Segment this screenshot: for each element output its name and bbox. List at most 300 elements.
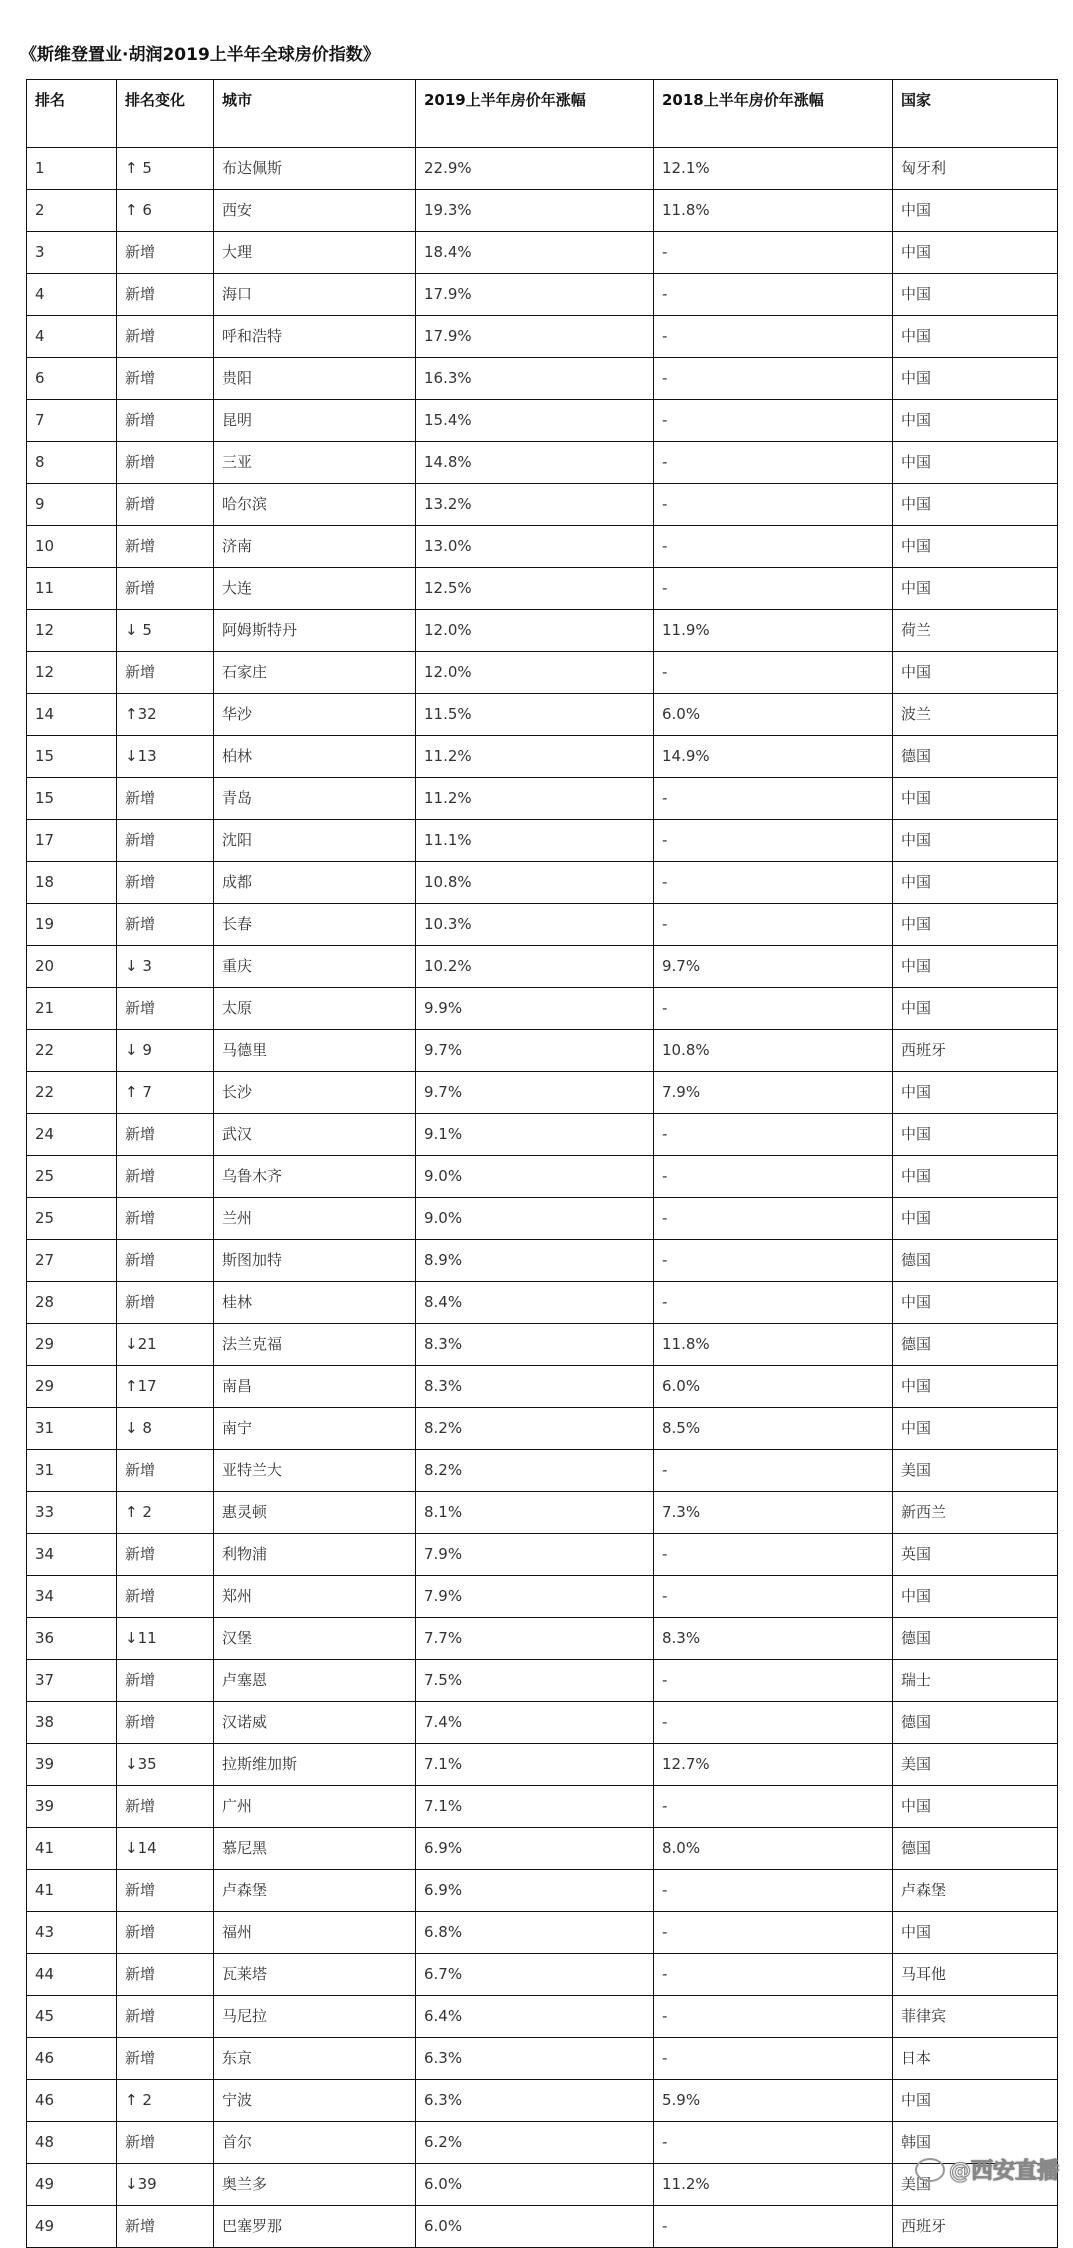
- table-row: [27, 1072, 1058, 1114]
- cell-city: 大连: [214, 568, 416, 610]
- cell-rank: 34: [27, 1534, 117, 1576]
- cell-rank: 46: [27, 2038, 117, 2080]
- cell-rank: 37: [27, 1660, 117, 1702]
- cell-growth-2019: 9.1%: [416, 1114, 654, 1156]
- header-2019-growth: 2019上半年房价年涨幅: [416, 80, 654, 148]
- cell-rank-change: 新增: [117, 1282, 214, 1324]
- table-row: [27, 694, 1058, 736]
- cell-city: 巴塞罗那: [214, 2206, 416, 2248]
- cell-city: 马尼拉: [214, 1996, 416, 2038]
- cell-city: 成都: [214, 862, 416, 904]
- cell-growth-2019: 13.0%: [416, 526, 654, 568]
- cell-growth-2019: 6.9%: [416, 1870, 654, 1912]
- cell-growth-2019: 19.3%: [416, 190, 654, 232]
- cell-country: 中国: [893, 1786, 1058, 1828]
- cell-growth-2018: -: [654, 1786, 893, 1828]
- cell-growth-2018: 7.9%: [654, 1072, 893, 1114]
- cell-city: 亚特兰大: [214, 1450, 416, 1492]
- cell-city: 乌鲁木齐: [214, 1156, 416, 1198]
- cell-country: 菲律宾: [893, 1996, 1058, 2038]
- cell-growth-2019: 11.5%: [416, 694, 654, 736]
- cell-rank: 25: [27, 1156, 117, 1198]
- cell-city: 马德里: [214, 1030, 416, 1072]
- cell-country: 德国: [893, 736, 1058, 778]
- table-header-row: [27, 80, 1058, 148]
- cell-rank-change: 新增: [117, 820, 214, 862]
- cell-growth-2018: -: [654, 1240, 893, 1282]
- cell-growth-2019: 11.2%: [416, 778, 654, 820]
- cell-city: 利物浦: [214, 1534, 416, 1576]
- cell-growth-2019: 8.1%: [416, 1492, 654, 1534]
- table-row: [27, 1618, 1058, 1660]
- cell-city: 阿姆斯特丹: [214, 610, 416, 652]
- cell-country: 英国: [893, 1534, 1058, 1576]
- cell-growth-2018: -: [654, 2206, 893, 2248]
- cell-country: 德国: [893, 1240, 1058, 1282]
- cell-growth-2018: 8.5%: [654, 1408, 893, 1450]
- table-row: [27, 1282, 1058, 1324]
- cell-growth-2018: 8.0%: [654, 1828, 893, 1870]
- cell-city: 拉斯维加斯: [214, 1744, 416, 1786]
- cell-city: 重庆: [214, 946, 416, 988]
- cell-growth-2018: -: [654, 232, 893, 274]
- cell-growth-2019: 7.1%: [416, 1744, 654, 1786]
- cell-country: 中国: [893, 2080, 1058, 2122]
- cell-growth-2018: 11.9%: [654, 610, 893, 652]
- cell-country: 中国: [893, 904, 1058, 946]
- cell-growth-2018: 12.7%: [654, 1744, 893, 1786]
- cell-rank: 49: [27, 2164, 117, 2206]
- cell-city: 三亚: [214, 442, 416, 484]
- cell-growth-2019: 7.9%: [416, 1534, 654, 1576]
- cell-country: 中国: [893, 484, 1058, 526]
- cell-rank-change: 新增: [117, 778, 214, 820]
- cell-growth-2019: 8.2%: [416, 1450, 654, 1492]
- cell-growth-2019: 7.1%: [416, 1786, 654, 1828]
- cell-rank: 28: [27, 1282, 117, 1324]
- cell-city: 西安: [214, 190, 416, 232]
- cell-growth-2019: 11.2%: [416, 736, 654, 778]
- table-row: [27, 1744, 1058, 1786]
- cell-growth-2019: 9.0%: [416, 1156, 654, 1198]
- cell-city: 福州: [214, 1912, 416, 1954]
- cell-rank-change: 新增: [117, 988, 214, 1030]
- cell-growth-2019: 9.7%: [416, 1072, 654, 1114]
- cell-rank-change: ↓11: [117, 1618, 214, 1660]
- cell-country: 中国: [893, 778, 1058, 820]
- cell-city: 济南: [214, 526, 416, 568]
- cell-growth-2019: 7.7%: [416, 1618, 654, 1660]
- cell-country: 中国: [893, 1408, 1058, 1450]
- cell-growth-2019: 7.5%: [416, 1660, 654, 1702]
- cell-growth-2018: -: [654, 1912, 893, 1954]
- table-row: [27, 1828, 1058, 1870]
- table-row: [27, 2206, 1058, 2248]
- cell-growth-2019: 11.1%: [416, 820, 654, 862]
- table-row: [27, 652, 1058, 694]
- cell-country: 中国: [893, 526, 1058, 568]
- table-row: [27, 2080, 1058, 2122]
- cell-rank: 7: [27, 400, 117, 442]
- cell-rank: 1: [27, 148, 117, 190]
- cell-growth-2018: -: [654, 1534, 893, 1576]
- watermark-text: @西安直播: [948, 2159, 1059, 2184]
- cell-growth-2018: -: [654, 862, 893, 904]
- cell-growth-2018: -: [654, 1954, 893, 1996]
- cell-rank-change: 新增: [117, 1450, 214, 1492]
- header-city: 城市: [214, 80, 416, 148]
- header-rank-change: 排名变化: [117, 80, 214, 148]
- cell-rank-change: ↓ 8: [117, 1408, 214, 1450]
- cell-growth-2018: -: [654, 316, 893, 358]
- table-row: [27, 442, 1058, 484]
- cell-rank: 34: [27, 1576, 117, 1618]
- table-row: [27, 1996, 1058, 2038]
- cell-city: 昆明: [214, 400, 416, 442]
- watermark: [915, 2154, 1059, 2185]
- cell-rank: 6: [27, 358, 117, 400]
- cell-rank: 15: [27, 736, 117, 778]
- cell-city: 宁波: [214, 2080, 416, 2122]
- cell-growth-2018: -: [654, 484, 893, 526]
- cell-rank-change: 新增: [117, 1996, 214, 2038]
- cell-growth-2018: 6.0%: [654, 694, 893, 736]
- cell-city: 布达佩斯: [214, 148, 416, 190]
- table-row: [27, 988, 1058, 1030]
- cell-growth-2019: 12.0%: [416, 610, 654, 652]
- cell-growth-2018: -: [654, 778, 893, 820]
- cell-city: 海口: [214, 274, 416, 316]
- cell-country: 中国: [893, 1198, 1058, 1240]
- cell-rank-change: 新增: [117, 1954, 214, 1996]
- cell-rank-change: ↓35: [117, 1744, 214, 1786]
- cell-rank-change: ↑ 7: [117, 1072, 214, 1114]
- cell-rank: 3: [27, 232, 117, 274]
- cell-growth-2018: -: [654, 1114, 893, 1156]
- cell-rank: 14: [27, 694, 117, 736]
- cell-country: 中国: [893, 820, 1058, 862]
- cell-rank-change: 新增: [117, 1576, 214, 1618]
- cell-growth-2019: 6.3%: [416, 2038, 654, 2080]
- cell-rank-change: 新增: [117, 2122, 214, 2164]
- cell-rank-change: 新增: [117, 1534, 214, 1576]
- cell-rank: 22: [27, 1072, 117, 1114]
- cell-rank-change: 新增: [117, 526, 214, 568]
- cell-country: 德国: [893, 1324, 1058, 1366]
- cell-growth-2018: -: [654, 526, 893, 568]
- cell-rank: 10: [27, 526, 117, 568]
- table-row: [27, 1954, 1058, 1996]
- table-row: [27, 1240, 1058, 1282]
- cell-city: 哈尔滨: [214, 484, 416, 526]
- cell-city: 瓦莱塔: [214, 1954, 416, 1996]
- table-row: [27, 148, 1058, 190]
- cell-growth-2019: 9.9%: [416, 988, 654, 1030]
- header-country: 国家: [893, 80, 1058, 148]
- cell-growth-2019: 7.9%: [416, 1576, 654, 1618]
- cell-rank: 31: [27, 1408, 117, 1450]
- cell-growth-2019: 6.9%: [416, 1828, 654, 1870]
- table-row: [27, 358, 1058, 400]
- table-row: [27, 1534, 1058, 1576]
- cell-country: 德国: [893, 1828, 1058, 1870]
- cell-city: 东京: [214, 2038, 416, 2080]
- cell-rank-change: 新增: [117, 400, 214, 442]
- cell-rank-change: ↓14: [117, 1828, 214, 1870]
- cell-rank: 31: [27, 1450, 117, 1492]
- header-rank: 排名: [27, 80, 117, 148]
- cell-rank: 49: [27, 2206, 117, 2248]
- cell-growth-2018: 12.1%: [654, 148, 893, 190]
- cell-city: 慕尼黑: [214, 1828, 416, 1870]
- table-row: [27, 1492, 1058, 1534]
- cell-growth-2019: 6.7%: [416, 1954, 654, 1996]
- cell-rank: 12: [27, 610, 117, 652]
- table-row: [27, 1576, 1058, 1618]
- table-row: [27, 736, 1058, 778]
- cell-city: 柏林: [214, 736, 416, 778]
- table-row: [27, 1324, 1058, 1366]
- cell-rank: 4: [27, 274, 117, 316]
- cell-rank: 39: [27, 1786, 117, 1828]
- table-row: [27, 568, 1058, 610]
- table-row: [27, 316, 1058, 358]
- cell-rank-change: ↓ 9: [117, 1030, 214, 1072]
- cell-rank-change: 新增: [117, 232, 214, 274]
- cell-city: 汉诺威: [214, 1702, 416, 1744]
- cell-rank-change: 新增: [117, 1156, 214, 1198]
- cell-growth-2018: -: [654, 1576, 893, 1618]
- cell-rank: 17: [27, 820, 117, 862]
- cell-country: 德国: [893, 1618, 1058, 1660]
- cell-rank: 39: [27, 1744, 117, 1786]
- table-row: [27, 1450, 1058, 1492]
- cell-rank: 27: [27, 1240, 117, 1282]
- cell-growth-2018: 11.2%: [654, 2164, 893, 2206]
- table-row: [27, 274, 1058, 316]
- cell-growth-2018: -: [654, 1996, 893, 2038]
- table-row: [27, 232, 1058, 274]
- cell-country: 中国: [893, 568, 1058, 610]
- cell-growth-2018: 5.9%: [654, 2080, 893, 2122]
- cell-country: 中国: [893, 232, 1058, 274]
- cell-rank-change: ↓ 5: [117, 610, 214, 652]
- cell-country: 中国: [893, 1576, 1058, 1618]
- cell-rank-change: 新增: [117, 1660, 214, 1702]
- cell-rank-change: 新增: [117, 1912, 214, 1954]
- cell-city: 长春: [214, 904, 416, 946]
- table-row: [27, 400, 1058, 442]
- cell-rank-change: ↑ 2: [117, 2080, 214, 2122]
- cell-growth-2019: 10.2%: [416, 946, 654, 988]
- table-row: [27, 1870, 1058, 1912]
- cell-growth-2018: -: [654, 400, 893, 442]
- cell-growth-2019: 10.3%: [416, 904, 654, 946]
- cell-growth-2018: -: [654, 2122, 893, 2164]
- cell-rank: 19: [27, 904, 117, 946]
- cell-growth-2019: 17.9%: [416, 274, 654, 316]
- cell-growth-2019: 13.2%: [416, 484, 654, 526]
- cell-city: 南昌: [214, 1366, 416, 1408]
- table-row: [27, 904, 1058, 946]
- cell-growth-2019: 22.9%: [416, 148, 654, 190]
- cell-growth-2018: -: [654, 1870, 893, 1912]
- cell-rank-change: 新增: [117, 358, 214, 400]
- cell-country: 中国: [893, 1114, 1058, 1156]
- table-row: [27, 1408, 1058, 1450]
- cell-rank-change: 新增: [117, 904, 214, 946]
- cell-growth-2018: 11.8%: [654, 190, 893, 232]
- cell-city: 奥兰多: [214, 2164, 416, 2206]
- cell-rank: 29: [27, 1324, 117, 1366]
- cell-country: 中国: [893, 1072, 1058, 1114]
- cell-country: 美国: [893, 1450, 1058, 1492]
- cell-city: 大理: [214, 232, 416, 274]
- table-row: [27, 1114, 1058, 1156]
- cell-rank: 45: [27, 1996, 117, 2038]
- cell-growth-2019: 6.8%: [416, 1912, 654, 1954]
- cell-country: 韩国: [893, 2122, 1058, 2164]
- cell-growth-2018: -: [654, 358, 893, 400]
- cell-growth-2019: 8.9%: [416, 1240, 654, 1282]
- cell-country: 波兰: [893, 694, 1058, 736]
- cell-growth-2018: -: [654, 1282, 893, 1324]
- cell-rank-change: 新增: [117, 1240, 214, 1282]
- cell-rank: 36: [27, 1618, 117, 1660]
- cell-country: 中国: [893, 1912, 1058, 1954]
- cell-growth-2018: -: [654, 568, 893, 610]
- cell-growth-2019: 12.0%: [416, 652, 654, 694]
- cell-growth-2018: 6.0%: [654, 1366, 893, 1408]
- cell-growth-2018: -: [654, 652, 893, 694]
- cell-growth-2018: -: [654, 1450, 893, 1492]
- cell-growth-2019: 8.2%: [416, 1408, 654, 1450]
- cell-country: 中国: [893, 1366, 1058, 1408]
- table-row: [27, 1030, 1058, 1072]
- cell-city: 石家庄: [214, 652, 416, 694]
- cell-rank-change: ↑ 2: [117, 1492, 214, 1534]
- house-price-index-table: [26, 79, 1058, 2248]
- cell-rank-change: ↑32: [117, 694, 214, 736]
- cell-growth-2019: 6.0%: [416, 2164, 654, 2206]
- cell-growth-2018: -: [654, 904, 893, 946]
- cell-growth-2019: 9.0%: [416, 1198, 654, 1240]
- cell-country: 荷兰: [893, 610, 1058, 652]
- cell-growth-2018: 11.8%: [654, 1324, 893, 1366]
- cell-city: 呼和浩特: [214, 316, 416, 358]
- cell-rank: 38: [27, 1702, 117, 1744]
- cell-city: 斯图加特: [214, 1240, 416, 1282]
- cell-rank-change: 新增: [117, 1870, 214, 1912]
- table-row: [27, 820, 1058, 862]
- cell-country: 中国: [893, 400, 1058, 442]
- cell-country: 中国: [893, 946, 1058, 988]
- cell-growth-2018: 8.3%: [654, 1618, 893, 1660]
- cell-rank: 33: [27, 1492, 117, 1534]
- cell-rank: 43: [27, 1912, 117, 1954]
- cell-city: 广州: [214, 1786, 416, 1828]
- cell-rank: 41: [27, 1828, 117, 1870]
- cell-growth-2019: 17.9%: [416, 316, 654, 358]
- cell-growth-2018: -: [654, 1198, 893, 1240]
- cell-growth-2019: 6.0%: [416, 2206, 654, 2248]
- table-row: [27, 190, 1058, 232]
- cell-city: 汉堡: [214, 1618, 416, 1660]
- cell-rank: 20: [27, 946, 117, 988]
- cell-city: 武汉: [214, 1114, 416, 1156]
- table-row: [27, 484, 1058, 526]
- cell-growth-2018: -: [654, 1156, 893, 1198]
- cell-country: 中国: [893, 862, 1058, 904]
- cell-rank-change: 新增: [117, 316, 214, 358]
- cell-growth-2019: 7.4%: [416, 1702, 654, 1744]
- cell-country: 中国: [893, 316, 1058, 358]
- cell-rank: 29: [27, 1366, 117, 1408]
- cell-growth-2018: -: [654, 988, 893, 1030]
- cell-rank-change: 新增: [117, 652, 214, 694]
- cell-rank: 44: [27, 1954, 117, 1996]
- cell-city: 青岛: [214, 778, 416, 820]
- cell-rank: 9: [27, 484, 117, 526]
- cell-country: 西班牙: [893, 2206, 1058, 2248]
- cell-country: 卢森堡: [893, 1870, 1058, 1912]
- cell-rank-change: ↑ 6: [117, 190, 214, 232]
- cell-rank-change: 新增: [117, 1702, 214, 1744]
- cell-rank-change: 新增: [117, 1198, 214, 1240]
- cell-growth-2019: 6.3%: [416, 2080, 654, 2122]
- cell-country: 德国: [893, 1702, 1058, 1744]
- cell-rank-change: ↓21: [117, 1324, 214, 1366]
- cell-growth-2019: 14.8%: [416, 442, 654, 484]
- cell-rank: 15: [27, 778, 117, 820]
- table-row: [27, 1912, 1058, 1954]
- table-row: [27, 526, 1058, 568]
- cell-city: 卢塞恩: [214, 1660, 416, 1702]
- table-row: [27, 1198, 1058, 1240]
- cell-city: 贵阳: [214, 358, 416, 400]
- weibo-logo-icon: [915, 2158, 945, 2182]
- cell-growth-2018: -: [654, 2038, 893, 2080]
- cell-rank: 12: [27, 652, 117, 694]
- cell-country: 中国: [893, 190, 1058, 232]
- cell-growth-2019: 8.4%: [416, 1282, 654, 1324]
- cell-country: 新西兰: [893, 1492, 1058, 1534]
- cell-rank-change: ↓13: [117, 736, 214, 778]
- cell-rank: 24: [27, 1114, 117, 1156]
- cell-rank: 11: [27, 568, 117, 610]
- table-row: [27, 2164, 1058, 2206]
- cell-country: 中国: [893, 988, 1058, 1030]
- cell-rank-change: 新增: [117, 2206, 214, 2248]
- table-row: [27, 778, 1058, 820]
- cell-rank: 18: [27, 862, 117, 904]
- cell-rank-change: ↑17: [117, 1366, 214, 1408]
- cell-rank: 8: [27, 442, 117, 484]
- cell-city: 太原: [214, 988, 416, 1030]
- table-row: [27, 862, 1058, 904]
- cell-rank-change: ↓39: [117, 2164, 214, 2206]
- cell-rank-change: 新增: [117, 484, 214, 526]
- cell-growth-2018: -: [654, 1660, 893, 1702]
- cell-country: 中国: [893, 442, 1058, 484]
- cell-rank-change: 新增: [117, 1786, 214, 1828]
- cell-rank-change: ↓ 3: [117, 946, 214, 988]
- cell-rank-change: 新增: [117, 862, 214, 904]
- cell-growth-2018: -: [654, 820, 893, 862]
- cell-rank: 21: [27, 988, 117, 1030]
- page-title: 《斯维登置业·胡润2019上半年全球房价指数》: [20, 45, 380, 65]
- cell-growth-2019: 15.4%: [416, 400, 654, 442]
